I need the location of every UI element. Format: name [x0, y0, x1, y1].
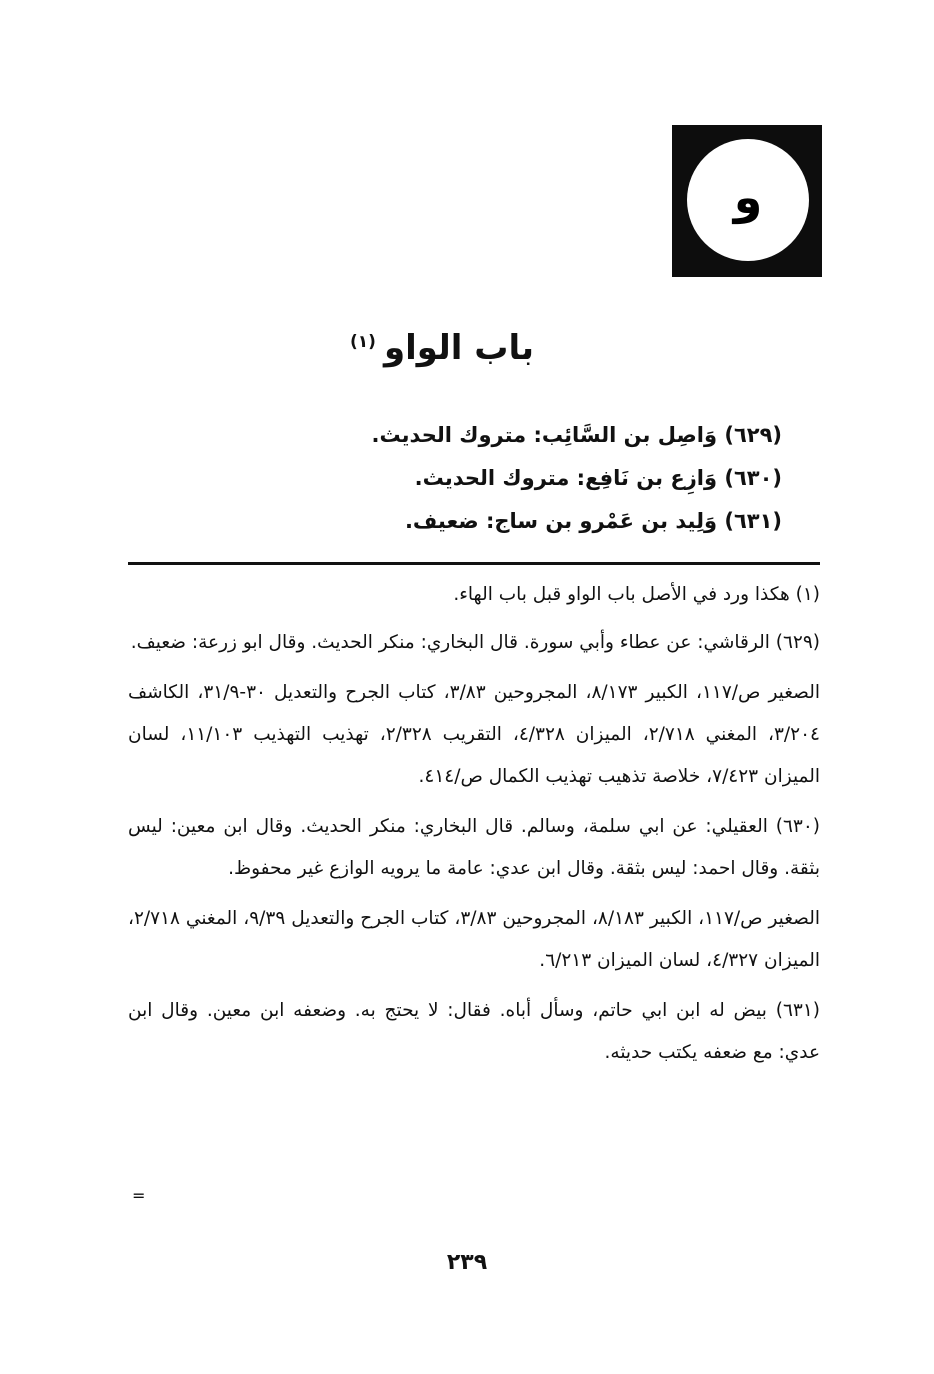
section-letter-box	[672, 125, 822, 277]
footnote-629-sources: الصغير ص/١١٧، الكبير ٨/١٧٣، المجروحين ٣/٨٣، كتاب الجرح والتعديل ٣٠-٣١/٩، الكاشف ٣/٢٠٤، المغني ٢/٧١٨، الميزان ٤/٣٢٨، التقريب ٢/٣٢٨، تهذيب التهذيب ١١/١٠٣، لسان الميزان ٧/٤٢٣، خلاصة تذهيب تهذيب الكمال ص/٤١٤.	[128, 682, 820, 787]
footnote-631: (٦٣١) بيض له ابن ابي حاتم، وسأل أباه. فقال: لا يحتج به. وضعفه ابن معين. وقال ابن عدي: مع ضعفه يكتب حديثه.	[128, 1000, 820, 1063]
chapter-title	[350, 328, 534, 368]
entry-631: (٦٣١) وَلِيد بن عَمْرو بن ساج: ضعيف.	[404, 509, 782, 533]
entry-629: (٦٢٩) وَاصِل بن السَّائِب: متروك الحديث.	[371, 423, 782, 447]
entries-list	[262, 414, 782, 543]
chapter-title-text: باب الواو	[383, 328, 534, 368]
footnotes-section	[128, 574, 820, 1082]
footnote-1: (١) هكذا ورد في الأصل باب الواو قبل باب الهاء.	[453, 584, 820, 605]
footnote-630-sources: الصغير ص/١١٧، الكبير ٨/١٨٣، المجروحين ٣/٨٣، كتاب الجرح والتعديل ٩/٣٩، المغني ٢/٧١٨، الميزان ٤/٣٢٧، لسان الميزان ٦/٢١٣.	[128, 908, 820, 971]
section-letter: و	[733, 170, 763, 224]
page-number: ٢٣٩	[446, 1250, 488, 1275]
chapter-title-footnote-mark: (١)	[349, 331, 376, 352]
footnote-divider	[128, 562, 820, 565]
section-letter-circle	[687, 139, 809, 261]
entry-630: (٦٣٠) وَازِع بن نَافِع: متروك الحديث.	[414, 466, 782, 490]
footnote-630: (٦٣٠) العقيلي: عن ابي سلمة، وسالم. قال البخاري: منكر الحديث. وقال ابن معين: ليس بثقة. وقال احمد: ليس بثقة. وقال ابن عدي: عامة ما يرويه الوازع غير محفوظ.	[128, 816, 820, 879]
continuation-mark: =	[132, 1186, 146, 1205]
footnote-629: (٦٢٩) الرقاشي: عن عطاء وأبي سورة. قال البخاري: منكر الحديث. وقال ابو زرعة: ضعيف.	[130, 632, 820, 653]
